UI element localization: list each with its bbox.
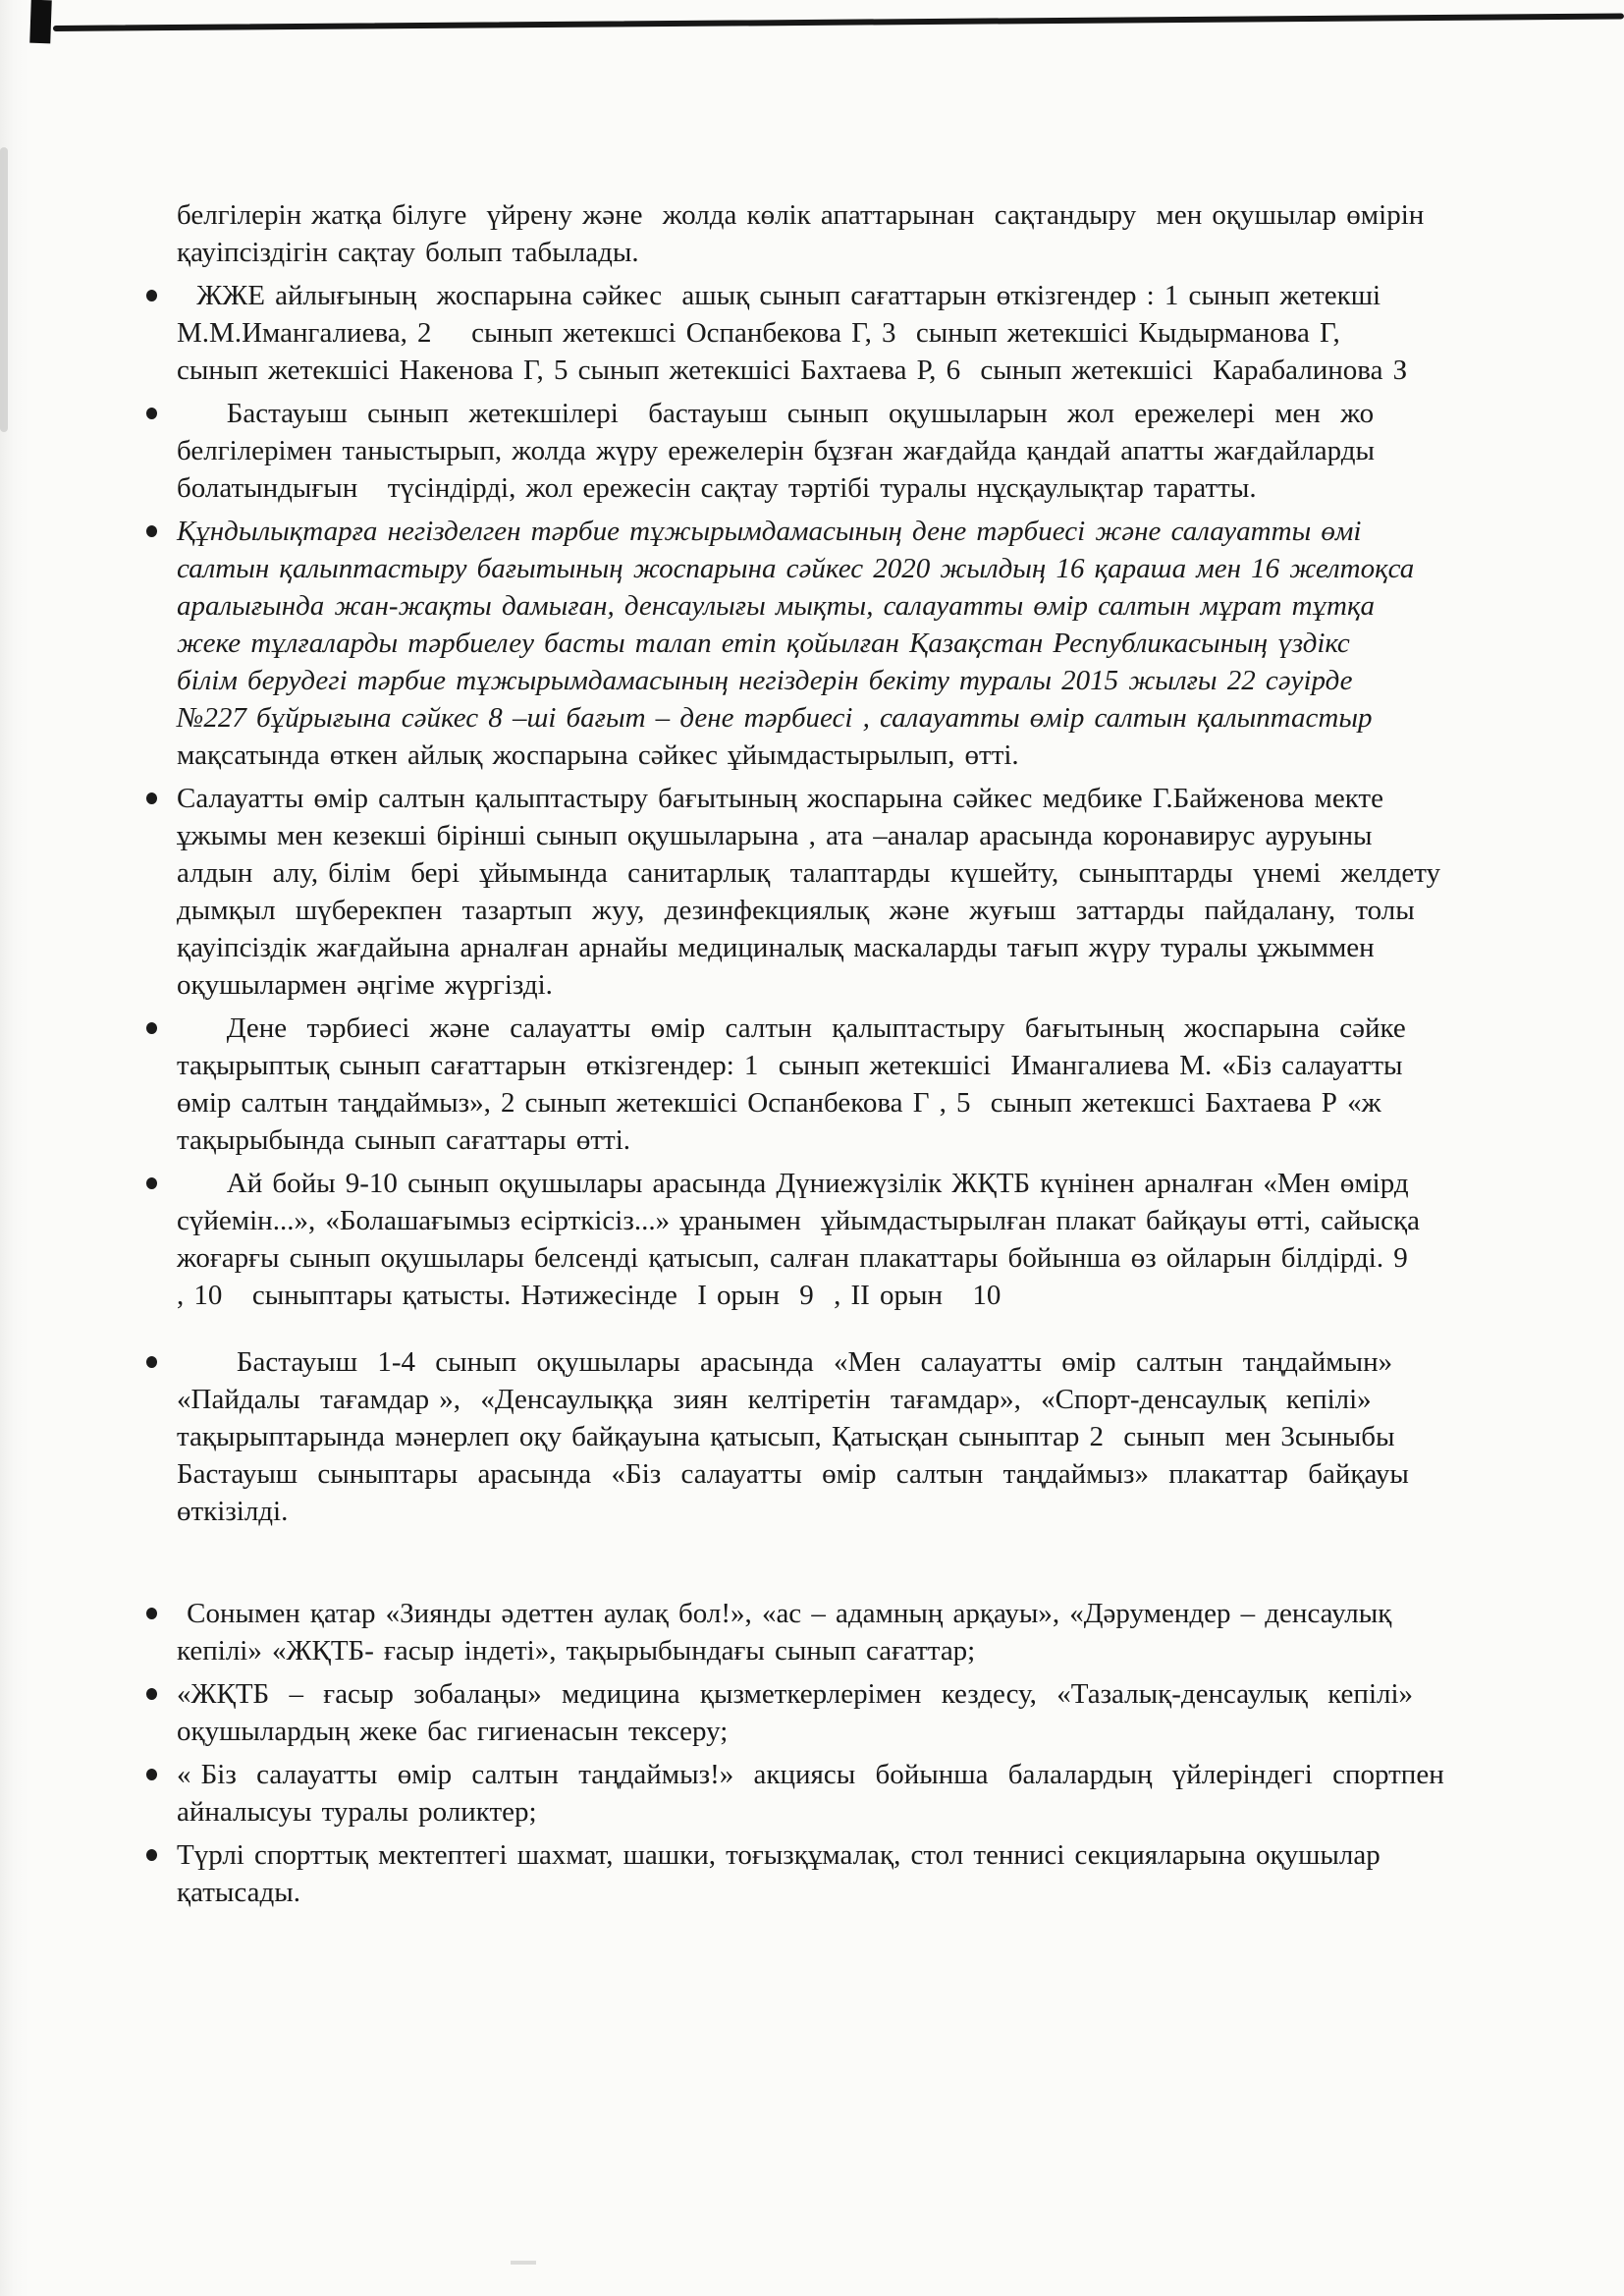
text-line: Құндылықтарға негізделген тәрбие тұжырымдамасының дене тәрбиесі және салауатты өмі <box>177 516 1362 547</box>
bullet-marker <box>146 1849 157 1861</box>
bullet-paragraph <box>0 1165 1624 1314</box>
bullet-paragraph <box>0 1010 1624 1159</box>
text-line: жоғарғы сынып оқушылары белсенді қатысып, салған плакаттары бойынша өз ойларын білдірді. 9 <box>177 1242 1408 1274</box>
text-line: оқушылармен әңгіме жүргізді. <box>177 969 553 1001</box>
text-line: аралығында жан-жақты дамыған, денсаулығы мықты, салауатты өмір салтын мұрат тұтқа <box>177 590 1376 622</box>
text-line: айналысуы туралы роликтер; <box>177 1796 537 1828</box>
text-line: Бастауыш сынып жетекшілері бастауыш сынып оқушыларын жол ережелері мен жо <box>177 398 1375 429</box>
text-line: салтын қалыптастыру бағытының жоспарына сәйкес 2020 жылдың 16 қараша мен 16 желтоқса <box>177 553 1415 584</box>
bullet-marker <box>146 793 157 804</box>
text-line: тақырыбында сынып сағаттары өтті. <box>177 1124 630 1156</box>
text-line: белгілерімен таныстырып, жолда жүру ережелерін бұзған жағдайда қандай апатты жағдайларды <box>177 435 1376 466</box>
paragraph <box>0 196 1624 271</box>
text-line: өткізілді. <box>177 1496 289 1527</box>
text-line: тақырыптарында мәнерлеп оқу байқауына қатысып, Қатысқан сыныптар 2 сынып мен 3сыныбы <box>177 1421 1395 1452</box>
text-line: кепілі» «ЖҚТБ- ғасыр індеті», тақырыбындағы сынып сағаттар; <box>177 1635 976 1667</box>
text-line: Ай бойы 9-10 сынып оқушылары арасында Дүниежүзілік ЖҚТБ күнінен арналған «Мен өмірд <box>177 1168 1409 1199</box>
bullet-marker <box>146 1177 157 1189</box>
text-line: Түрлі спорттық мектептегі шахмат, шашки, тоғызқұмалақ, стол теннисі секцияларына оқушылар <box>177 1839 1380 1871</box>
text-line: « Біз салауатты өмір салтын таңдаймыз!» акциясы бойынша балалардың үйлеріндегі спортпен <box>177 1759 1444 1790</box>
text-line: білім берудегі тәрбие тұжырымдамасының негіздерін бекіту туралы 2015 жылғы 22 сәуірде <box>177 665 1353 696</box>
text-line: ұжымы мен кезекші бірінші сынып оқушыларына , ата –аналар арасында коронавирус ауруыны <box>177 820 1373 851</box>
text-line: «ЖҚТБ – ғасыр зобалаңы» медицина қызметкерлерімен кездесу, «Тазалық-денсаулық кепілі» <box>177 1678 1414 1710</box>
bullet-paragraph <box>0 1343 1624 1530</box>
bullet-marker <box>146 1608 157 1619</box>
text-line: М.М.Имангалиева, 2 сынып жетекшсі Оспанбекова Г, 3 сынып жетекшісі Кыдырманова Г, <box>177 317 1340 349</box>
scan-speck <box>511 2261 536 2265</box>
text-line: сынып жетекшісі Накенова Г, 5 сынып жетекшісі Бахтаева Р, 6 сынып жетекшісі Карабалинова З <box>177 355 1408 386</box>
text-line: Дене тәрбиесі және салауатты өмір салтын қалыптастыру бағытының жоспарына сәйке <box>177 1012 1406 1044</box>
text-line: ЖЖЕ айлығының жоспарына сәйкес ашық сынып сағаттарын өткізгендер : 1 сынып жетекші <box>177 280 1381 311</box>
bullet-paragraph <box>0 1836 1624 1911</box>
bullet-paragraph <box>0 1675 1624 1750</box>
text-line: дымқыл шүберекпен тазартып жуу, дезинфекциялық және жуғыш заттарды пайдалану, толы <box>177 895 1415 926</box>
bullet-paragraph <box>0 277 1624 389</box>
text-line: Салауатты өмір салтын қалыптастыру бағытының жоспарына сәйкес медбике Г.Байженова мекте <box>177 783 1383 814</box>
bullet-marker <box>146 1356 157 1368</box>
bullet-paragraph <box>0 780 1624 1004</box>
bullet-paragraph <box>0 513 1624 774</box>
text-line: болатындығын түсіндірді, жол ережесін сақтау тәртібі туралы нұсқаулықтар таратты. <box>177 472 1257 504</box>
bullet-marker <box>146 408 157 419</box>
bullet-paragraph <box>0 395 1624 507</box>
text-line: «Пайдалы тағамдар », «Денсаулыққа зиян келтіретін тағамдар», «Спорт-денсаулық кепілі» <box>177 1384 1372 1415</box>
bullet-paragraph <box>0 1595 1624 1669</box>
bullet-marker <box>146 525 157 537</box>
text-line: №227 бұйрығына сәйкес 8 –ші бағыт – дене тәрбиесі , салауатты өмір салтын қалыптастыр <box>177 702 1373 734</box>
text-line: Бастауыш сыныптары арасында «Біз салауатты өмір салтын таңдаймыз» плакаттар байқауы <box>177 1458 1409 1490</box>
bullet-paragraph <box>0 1756 1624 1831</box>
text-line: қатысады. <box>177 1877 300 1908</box>
text-line: алдын алу, білім бері ұйымында санитарлық талаптарды күшейту, сыныптарды үнемі желдету <box>177 857 1441 889</box>
text-line: жеке тұлғаларды тәрбиелеу басты талап етіп қойылған Қазақстан Республикасының үздікс <box>177 628 1350 659</box>
bullet-marker <box>146 1022 157 1034</box>
text-line: сүйемін...», «Болашағымыз есірткісіз...» ұранымен ұйымдастырылған плакат байқауы өтті, сайысқа <box>177 1205 1421 1236</box>
bullet-marker <box>146 1769 157 1780</box>
text-line: , 10 сыныптары қатысты. Нәтижесінде I орын 9 , II орын 10 <box>177 1280 1001 1311</box>
bullet-marker <box>146 1688 157 1700</box>
text-line: тақырыптық сынып сағаттарын өткізгендер: 1 сынып жетекшісі Имангалиева М. «Біз салауатты <box>177 1050 1403 1081</box>
text-line: оқушылардың жеке бас гигиенасын тексеру; <box>177 1716 729 1747</box>
text-line: Бастауыш 1-4 сынып оқушылары арасында «Мен салауатты өмір салтын таңдаймын» <box>177 1346 1393 1378</box>
text-line: қауіпсіздігін сақтау болып табылады. <box>177 237 639 268</box>
bullet-marker <box>146 290 157 301</box>
text-line: Сонымен қатар «Зиянды әдеттен аулақ бол!», «ас – адамның арқауы», «Дәрумендер – денсаулық <box>177 1598 1392 1629</box>
text-line: қауіпсіздік жағдайына арналған арнайы медициналық маскаларды тағып жүру туралы ұжыммен <box>177 932 1375 963</box>
text-line: өмір салтын таңдаймыз», 2 сынып жетекшісі Оспанбекова Г , 5 сынып жетекшсі Бахтаева Р «ж <box>177 1087 1381 1119</box>
text-line: мақсатында өткен айлық жоспарына сәйкес ұйымдастырылып, өтті. <box>177 739 1019 771</box>
text-line: белгілерін жатқа білуге үйрену және жолда көлік апаттарынан сақтандыру мен оқушылар өмірін <box>177 199 1425 231</box>
